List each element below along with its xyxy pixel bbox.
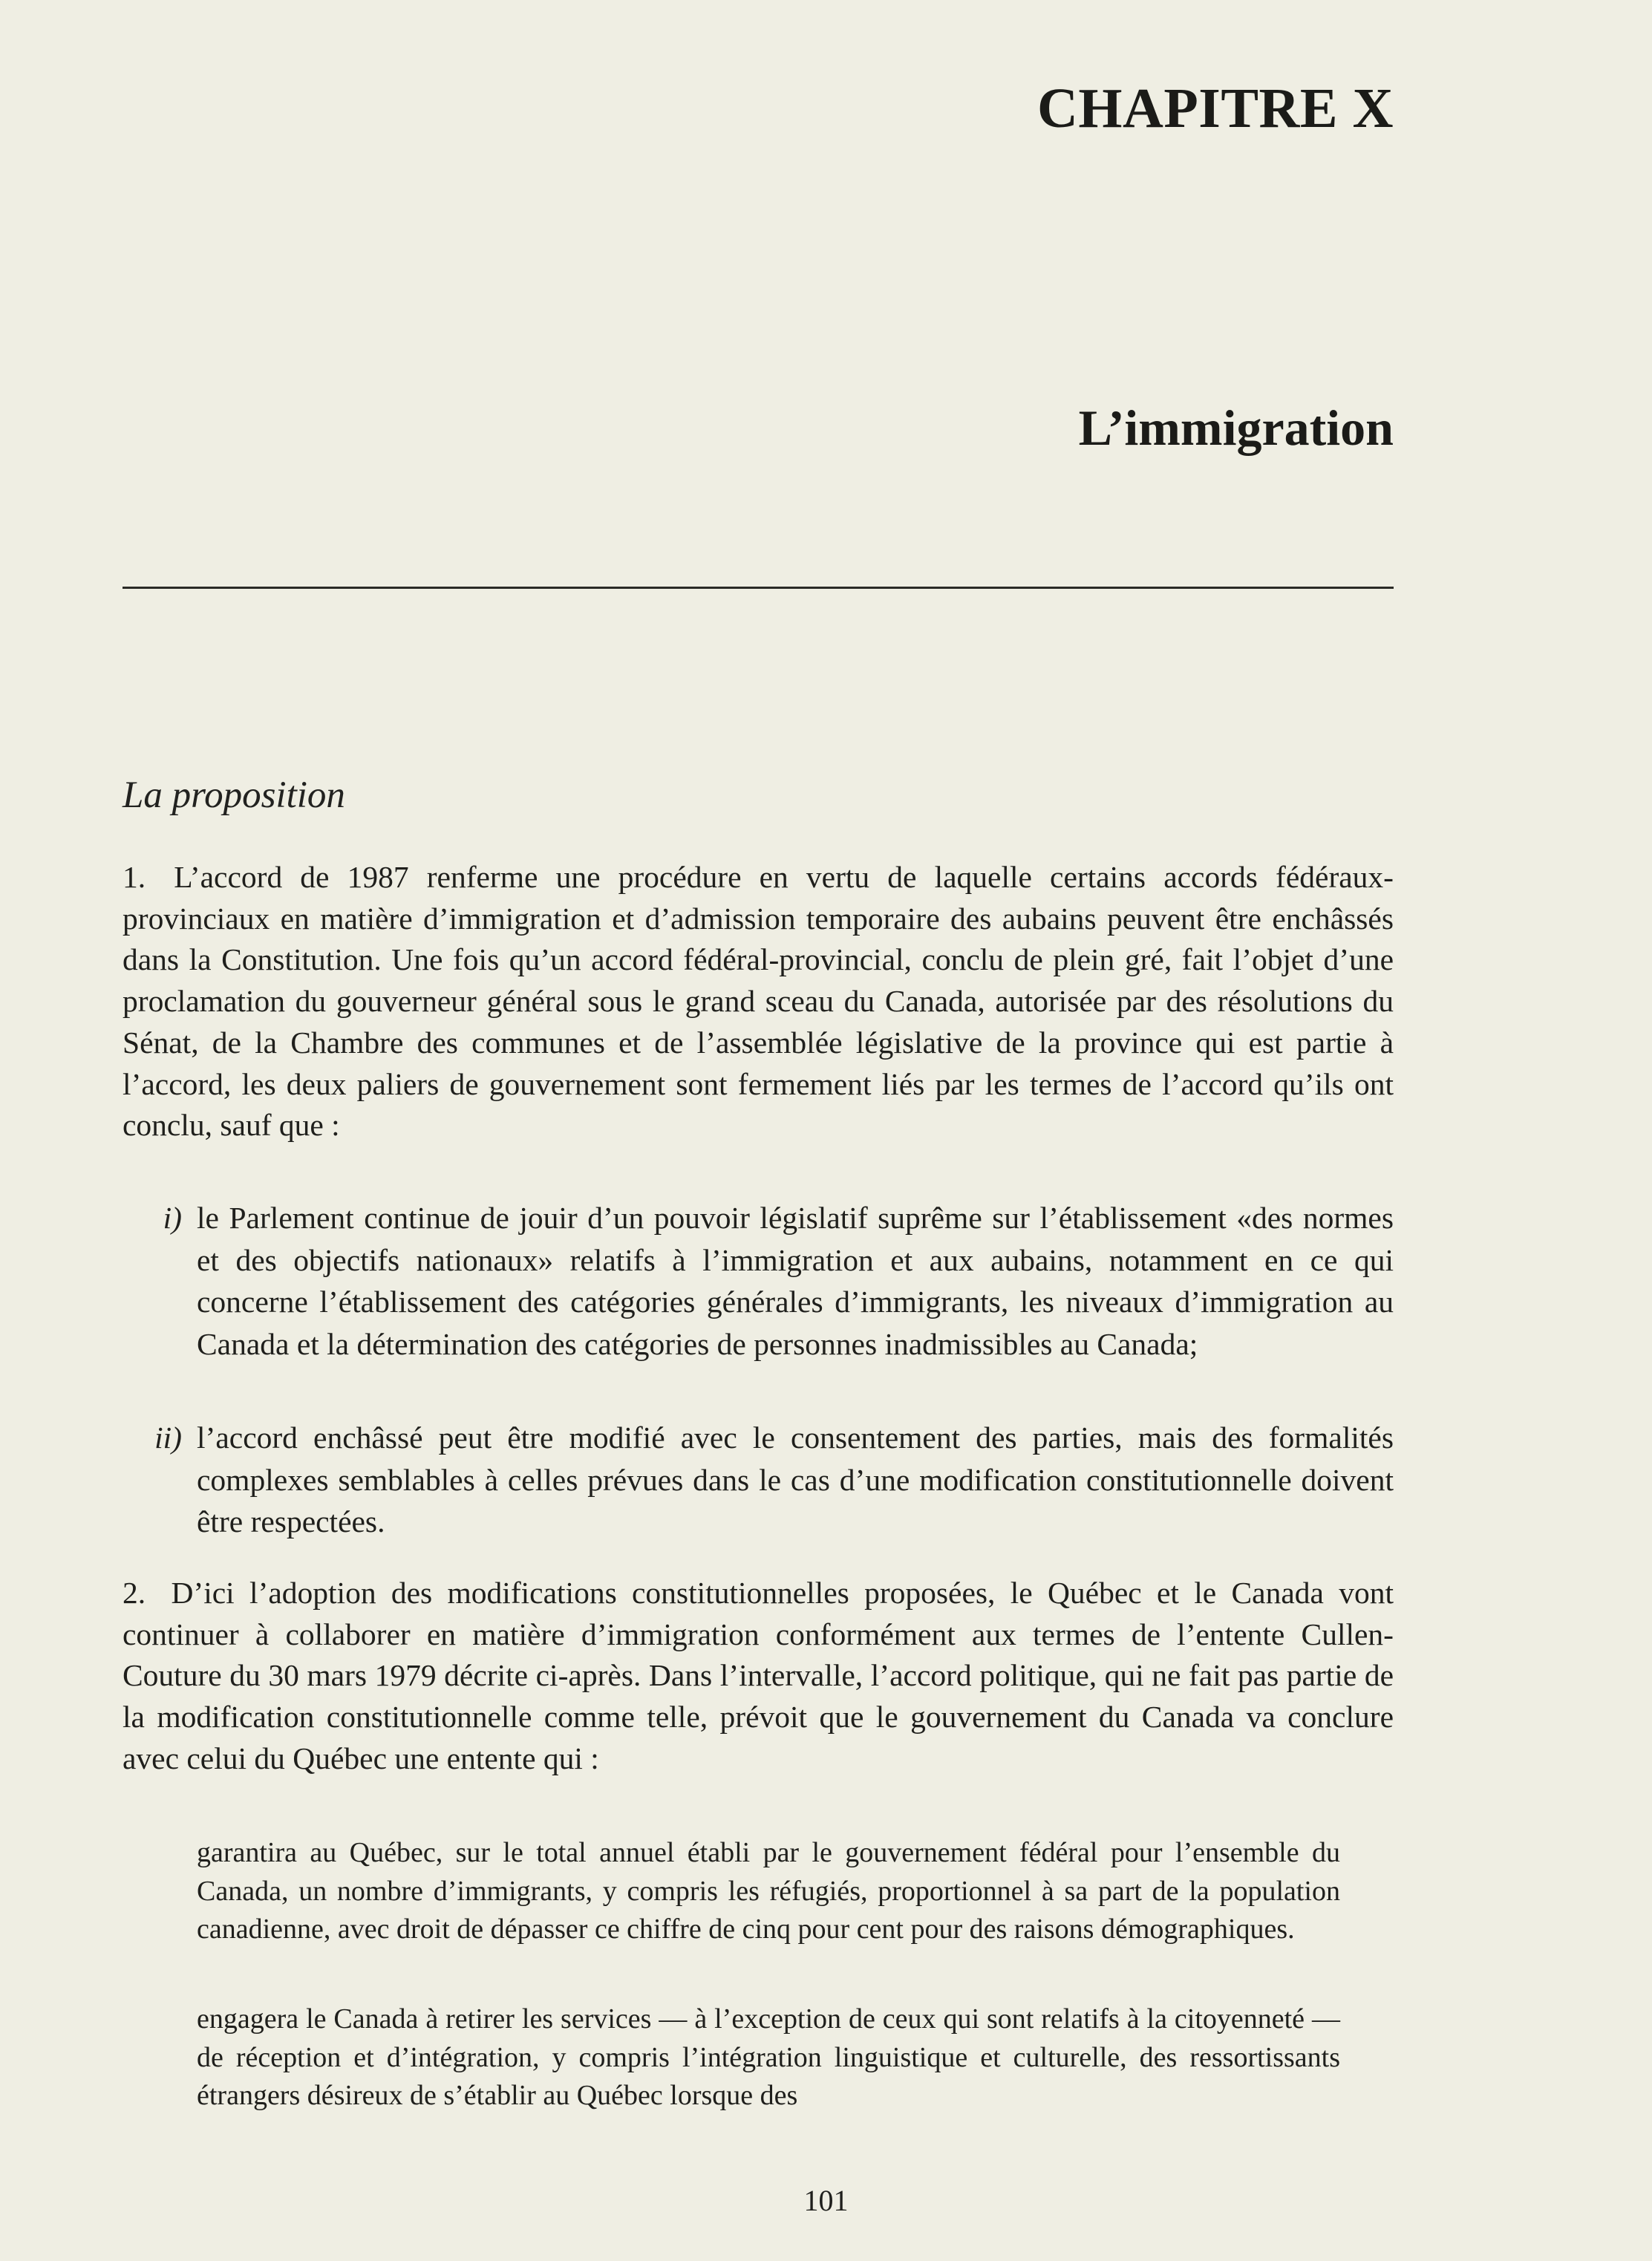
- paragraph-text: D’ici l’adoption des modifications constitutionnelles proposées, le Québec et le Canada vont continuer à collaborer en matière d’immigration conformément aux termes de l’entente Cullen-Couture du 30 mars 1979 décrite ci-après. Dans l’intervalle, l’accord politique, qui ne fait pas partie de la modification constitutionnelle comme telle, prévoit que le gouvernement du Canada va conclure avec celui du Québec une entente qui :: [123, 1576, 1394, 1775]
- paragraph-1: [123, 857, 1394, 1146]
- quote-item: garantira au Québec, sur le total annuel établi par le gouvernement fédéral pour l’ensemble du Canada, un nombre d’immigrants, y compris les réfugiés, proportionnel à sa part de la population canadienne, avec droit de dépasser ce chiffre de cinq pour cent pour des raisons démographiques.: [197, 1837, 1340, 1945]
- paragraph-number: 1.: [123, 860, 146, 894]
- list-marker: ii): [154, 1420, 182, 1455]
- chapter-title: L’immigration: [1078, 399, 1394, 456]
- paragraph-number: 2.: [123, 1576, 146, 1610]
- list-marker: i): [163, 1201, 182, 1235]
- list-item-text: l’accord enchâssé peut être modifié avec le consentement des parties, mais des formalités complexes semblables à celles prévues dans le cas d’une modification constitutionnelle doivent être respectées.: [197, 1420, 1394, 1539]
- chapter-number: CHAPITRE X: [1036, 77, 1394, 140]
- section-heading: La proposition: [123, 774, 345, 816]
- list-item-ii: [154, 1417, 1394, 1543]
- page-number: 101: [803, 2184, 849, 2217]
- list-item-text: le Parlement continue de jouir d’un pouvoir législatif suprême sur l’établissement «des normes et des objectifs nationaux» relatifs à l’immigration et aux aubains, notamment en ce qui concerne l’établissement des catégories générales d’immigrants, les niveaux d’immigration au Canada et la détermination des catégories de personnes inadmissibles au Canada;: [197, 1201, 1394, 1361]
- paragraph-2: [123, 1573, 1394, 1780]
- quote-item: engagera le Canada à retirer les services — à l’exception de ceux qui sont relatifs à la citoyenneté — de réception et d’intégration, y compris l’intégration linguistique et culturelle, des ressortissants étrangers désireux de s’établir au Québec lorsque des: [197, 2003, 1340, 2111]
- title-divider: [123, 587, 1394, 589]
- paragraph-text: L’accord de 1987 renferme une procédure en vertu de laquelle certains accords fédéraux-provinciaux en matière d’immigration et d’admission temporaire des aubains peuvent être enchâssés dans la Constitution. Une fois qu’un accord fédéral-provincial, conclu de plein gré, fait l’objet d’une proclamation du gouverneur général sous le grand sceau du Canada, autorisée par des résolutions du Sénat, de la Chambre des communes et de l’assemblée législative de la province qui est partie à l’accord, les deux paliers de gouvernement sont fermement liés par les termes de l’accord qu’ils ont conclu, sauf que :: [123, 860, 1394, 1143]
- list-item-i: [163, 1197, 1394, 1365]
